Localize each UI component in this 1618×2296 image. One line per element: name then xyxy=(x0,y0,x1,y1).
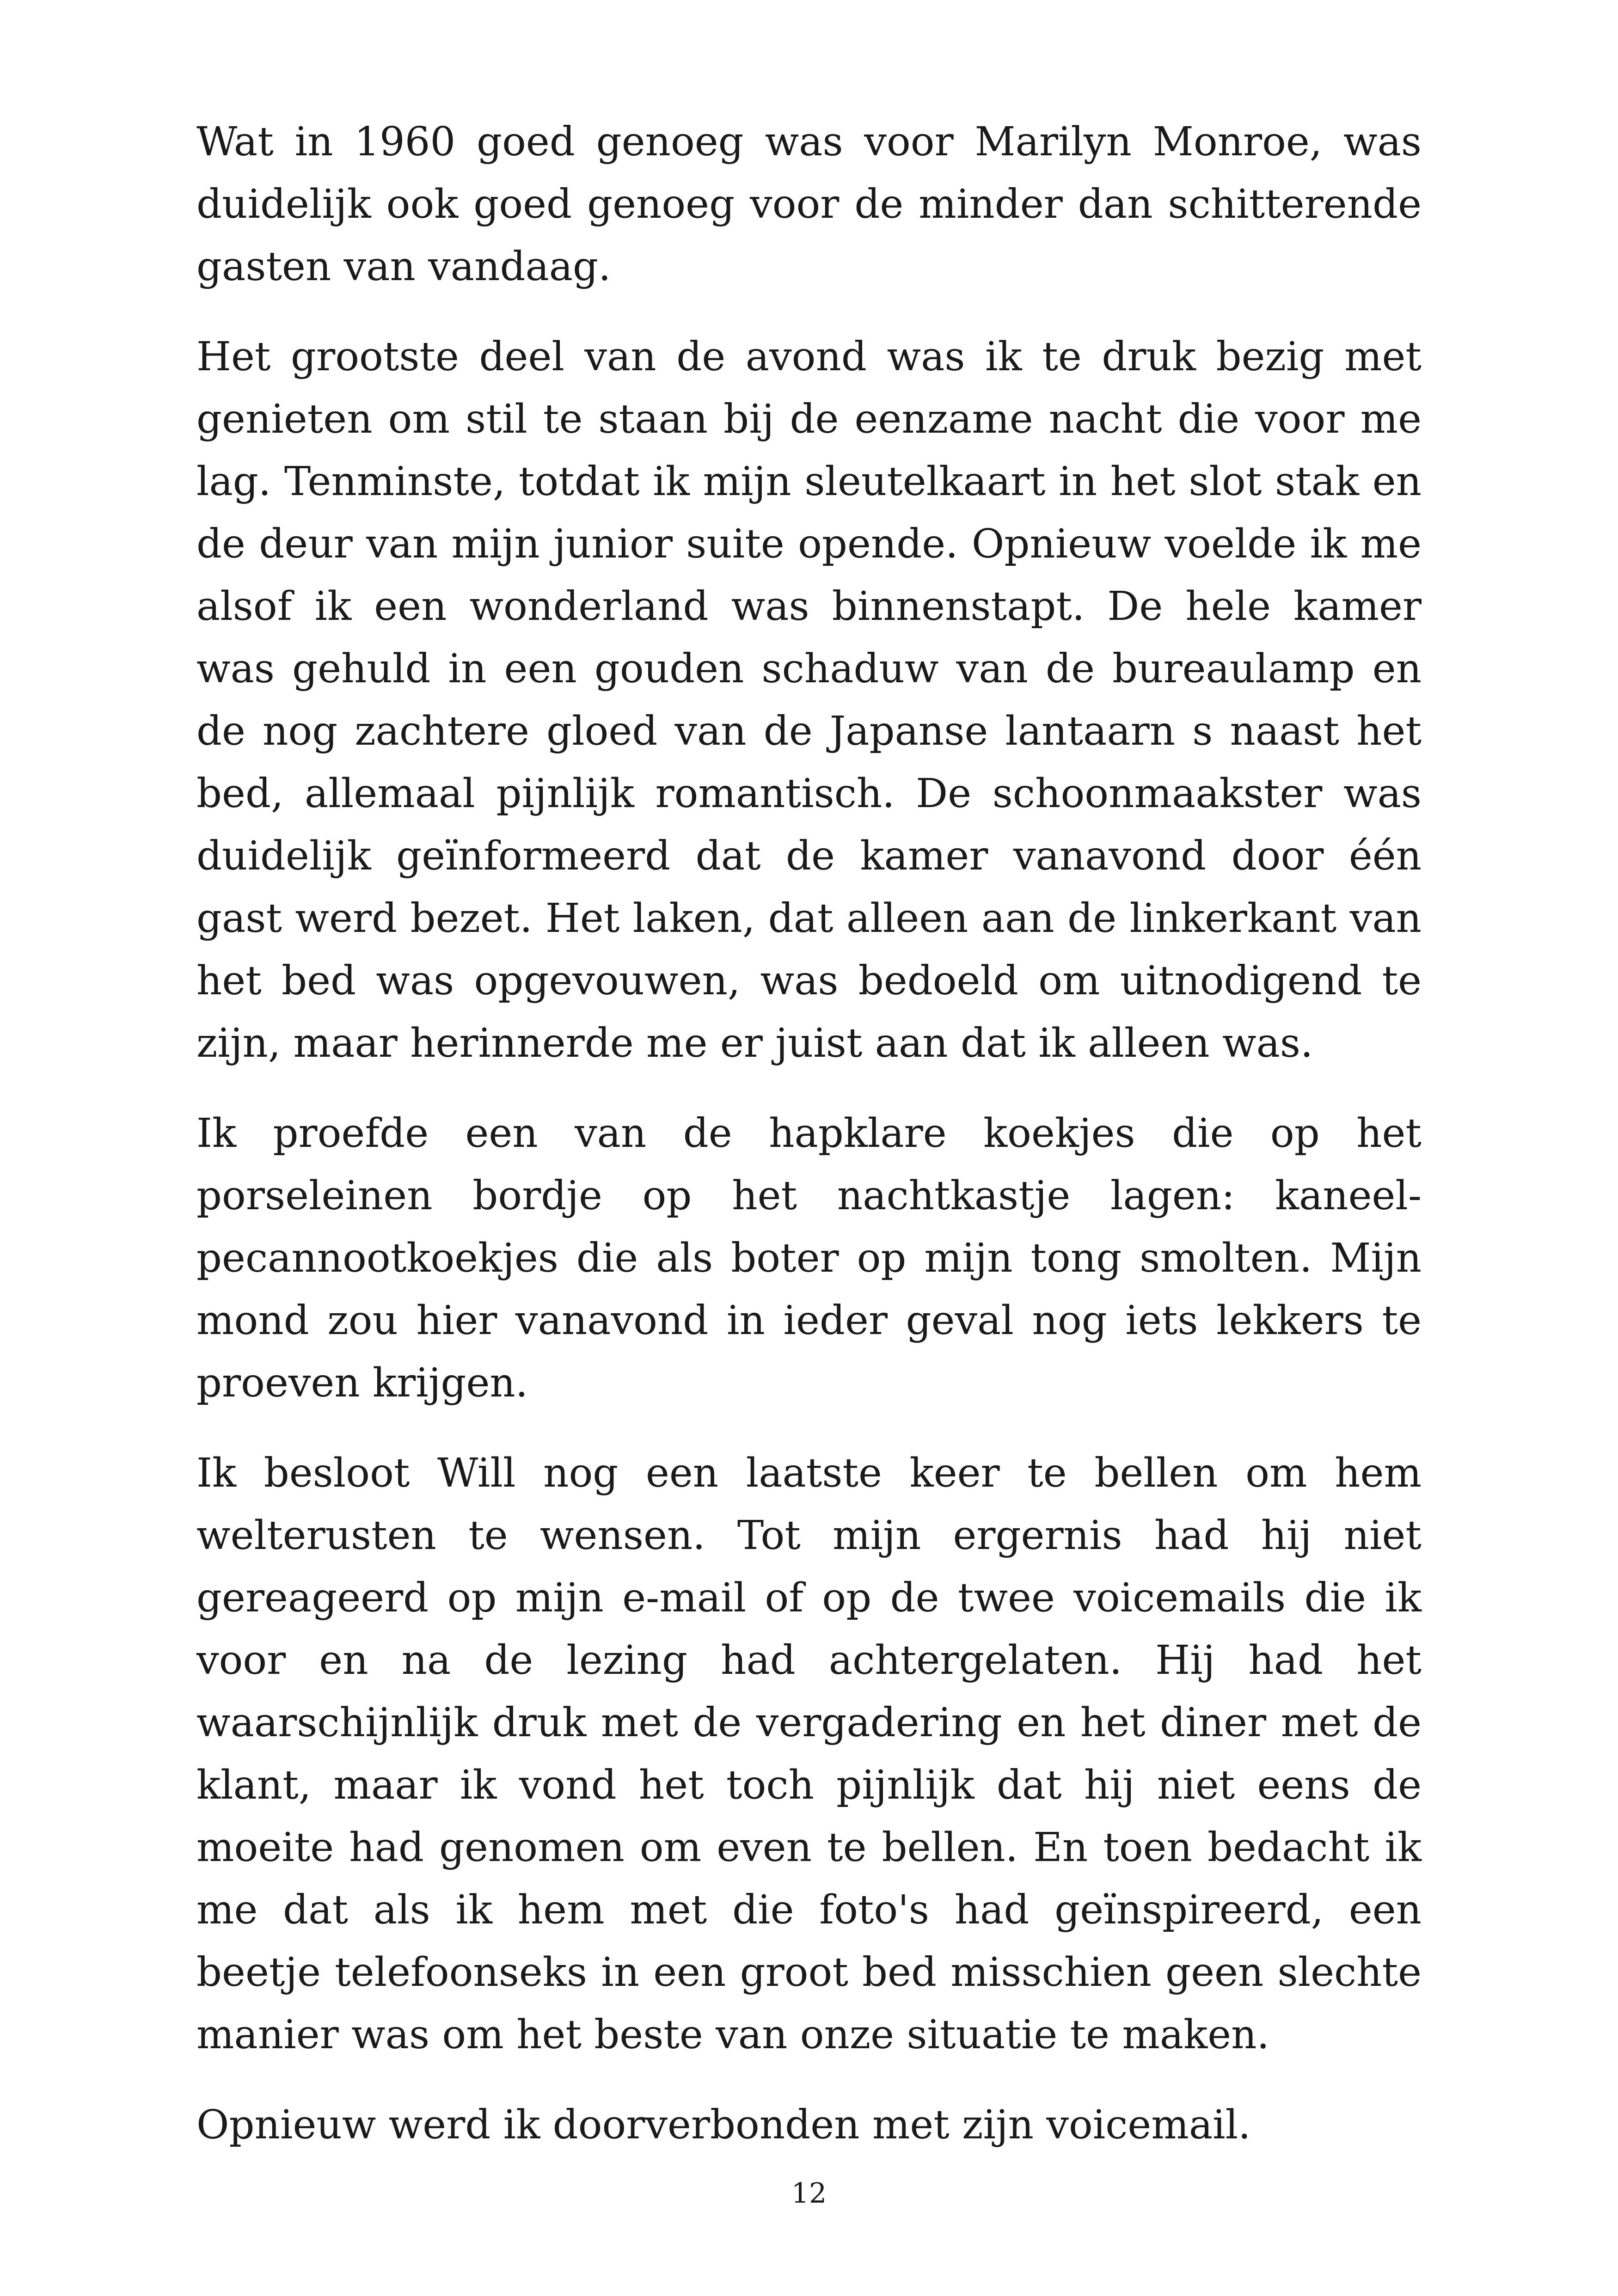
page-number: 12 xyxy=(791,2177,827,2210)
paragraph: Ik proefde een van de hapklare koekjes die op het porseleinen bordje op het nachtkastje lagen: kaneel-pecannootkoekjes die als boter op mijn tong smolten. Mijn mond zou hier vanavond in ieder geval nog iets lekkers te proeven krijgen. xyxy=(196,1110,1422,1406)
paragraph: Opnieuw werd ik doorverbonden met zijn voicemail. xyxy=(196,2102,1251,2148)
body-text xyxy=(196,111,1422,2184)
paragraph: Het grootste deel van de avond was ik te druk bezig met genieten om stil te staan bij de eenzame nacht die voor me lag. Tenminste, totdat ik mijn sleutelkaart in het slot stak en de deur van mijn junior suite opende. Opnieuw voelde ik me alsof ik een wonderland was binnenstapt. De hele kamer was gehuld in een gouden schaduw van de bureaulamp en de nog zachtere gloed van de Japanse lantaarn s naast het bed, allemaal pijnlijk romantisch. De schoonmaakster was duidelijk geïnformeerd dat de kamer vanavond door één gast werd bezet. Het laken, dat alleen aan de linkerkant van het bed was opgevouwen, was bedoeld om uitnodigend te zijn, maar herinnerde me er juist aan dat ik alleen was. xyxy=(196,334,1422,1066)
paragraph: Wat in 1960 goed genoeg was voor Marilyn Monroe, was duidelijk ook goed genoeg voor de minder dan schitterende gasten van vandaag. xyxy=(196,119,1422,290)
paragraph: Ik besloot Will nog een laatste keer te bellen om hem welterusten te wensen. Tot mijn ergernis had hij niet gereageerd op mijn e-mail of op de twee voicemails die ik voor en na de lezing had achtergelaten. Hij had het waarschijnlijk druk met de vergadering en het diner met de klant, maar ik vond het toch pijnlijk dat hij niet eens de moeite had genomen om even te bellen. En toen bedacht ik me dat als ik hem met die foto's had geïnspireerd, een beetje telefoonseks in een groot bed misschien geen slechte manier was om het beste van onze situatie te maken. xyxy=(196,1450,1422,2058)
